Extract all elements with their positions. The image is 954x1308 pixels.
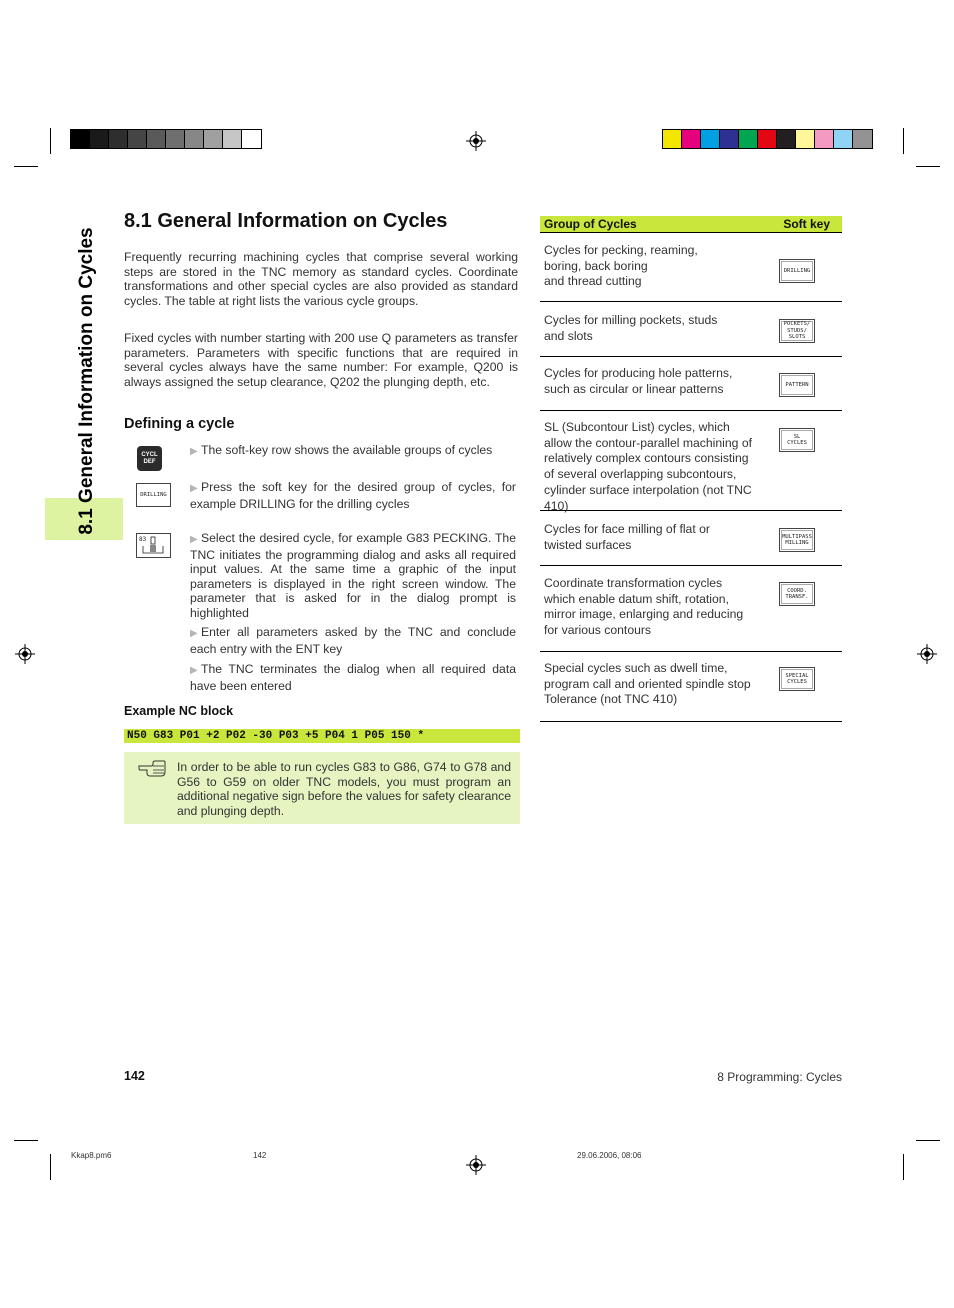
crop-mark [916, 166, 940, 167]
description-line: and slots [544, 328, 593, 343]
cycle-group-softkey [779, 667, 815, 691]
cycle-group-description [544, 366, 774, 397]
registration-target-icon [917, 644, 937, 664]
softkey-face [781, 375, 814, 395]
registration-target-icon [466, 131, 486, 151]
softkey-label-line: SL [793, 433, 801, 440]
softkey-face [781, 669, 814, 689]
print-footer-file: Kkap8.pm6 [71, 1151, 112, 1160]
softkey-label-line: COORD. [787, 587, 807, 594]
color-swatch [853, 130, 872, 148]
description-line: cylinder surface interpolation (not TNC 410) [544, 482, 752, 513]
color-swatch [204, 130, 223, 148]
group-column-header: Group of Cycles [544, 217, 637, 231]
cycle-group-description [544, 522, 774, 553]
arrow-icon: ▶ [190, 446, 198, 457]
table-row [540, 301, 842, 357]
description-line: Cycles for producing hole patterns, [544, 366, 733, 380]
cycl-def-key-icon [137, 446, 162, 471]
color-swatch [242, 130, 261, 148]
step-item [190, 443, 516, 460]
arrow-icon: ▶ [190, 665, 198, 676]
color-swatch [834, 130, 853, 148]
description-line: and thread cutting [544, 274, 642, 289]
softkey-face [781, 261, 814, 281]
step-item [190, 625, 516, 656]
cycle-group-description [544, 661, 774, 708]
drilling-softkey [136, 483, 171, 507]
color-swatch [682, 130, 701, 148]
cycle-group-softkey [779, 373, 815, 397]
cycle-group-description [544, 243, 774, 290]
crop-mark [903, 1154, 904, 1180]
color-swatch [223, 130, 242, 148]
intro-paragraph: Fixed cycles with number starting with 200 use Q parameters as transfer parameters. Parameters with specific functions that are required in several cycles always have the same number: For example, Q200 is always assigned the setup clearance, Q202 the plunging depth, etc. [124, 331, 518, 389]
description-line: mirror image, enlarging and reducing [544, 607, 744, 622]
softkey-label-line: DRILLING [783, 267, 811, 274]
side-title: 8.1 General Information on Cycles [76, 227, 97, 535]
chapter-footer: 8 Programming: Cycles [717, 1070, 842, 1084]
description-line: twisted surfaces [544, 537, 632, 552]
table-row [540, 356, 842, 411]
description-line: program call and oriented spindle stop [544, 676, 751, 691]
color-swatch [185, 130, 204, 148]
description-line: boring, back boring [544, 258, 648, 273]
def-key-label: DEF [143, 458, 156, 465]
softkey-face [781, 430, 814, 450]
color-swatch [720, 130, 739, 148]
color-swatch [71, 130, 90, 148]
description-line: Cycles for face milling of flat or [544, 522, 710, 536]
softkey-label-line: SLOTS [788, 334, 806, 341]
softkey-label: DRILLING [140, 491, 167, 498]
note-text: In order to be able to run cycles G83 to G86, G74 to G78 and G56 to G59 on older TNC models, you must program an additional negative sign before the values for safety clearance and plunging depth. [177, 760, 512, 818]
softkey-label [782, 534, 812, 547]
color-swatch [777, 130, 796, 148]
color-swatch [109, 130, 128, 148]
page-title: 8.1 General Information on Cycles [124, 210, 448, 232]
softkey-label-line: SPECIAL [785, 672, 809, 679]
softkey-label-line: MULTIPASS [782, 533, 812, 540]
arrow-icon: ▶ [190, 483, 198, 494]
table-row [540, 510, 842, 566]
description-line: Coordinate transformation cycles [544, 576, 723, 590]
cycle-group-softkey [779, 319, 815, 343]
color-swatch [147, 130, 166, 148]
example-label: Example NC block [124, 704, 234, 718]
softkey-label [784, 321, 811, 341]
description-line: for various contours [544, 623, 652, 638]
softkey-label-line: TRANSF. [785, 594, 809, 600]
description-line: which enable datum shift, rotation, [544, 591, 729, 606]
color-swatch [90, 130, 109, 148]
step-text: The soft-key row shows the available groups of cycles [201, 443, 493, 457]
description-line: relatively complex contours consisting [544, 451, 749, 466]
print-footer-date: 29.06.2006, 08:06 [577, 1151, 642, 1160]
pecking-cycle-icon [137, 534, 170, 557]
softkey-label [785, 382, 808, 389]
arrow-icon: ▶ [190, 534, 198, 545]
softkey-face [781, 530, 814, 550]
intro-paragraph: Frequently recurring machining cycles that comprise several working steps are stored in the TNC memory as standard cycles. Coordinate transformations and other special cycles are also provided as standard cycles. The table at right lists the various cycle groups. [124, 250, 518, 308]
description-line: allow the contour-parallel machining of [544, 435, 752, 450]
table-row [540, 565, 842, 652]
crop-mark [14, 1140, 38, 1141]
nc-code-block: N50 G83 P01 +2 P02 -30 P03 +5 P04 1 P05 150 * [124, 729, 520, 743]
color-swatch [758, 130, 777, 148]
color-swatch [739, 130, 758, 148]
page-number: 142 [124, 1069, 145, 1083]
crop-mark [50, 1154, 51, 1180]
print-footer-page: 142 [253, 1151, 267, 1160]
step-text: Select the desired cycle, for example G83 PECKING. The TNC initiates the programming dialog and asks all required input values. At the same time a graphic of the input parameters is displayed in the right screen window. The parameter that is asked for in the dialog prompt is highlighted [190, 531, 516, 620]
registration-target-icon [15, 644, 35, 664]
crop-mark [50, 128, 51, 154]
description-line: such as circular or linear patterns [544, 381, 724, 396]
step-item [190, 531, 516, 621]
crop-mark [903, 128, 904, 154]
description-line: SL (Subcontour List) cycles, which [544, 420, 730, 434]
softkey-face [781, 584, 814, 604]
description-line: Tolerance (not TNC 410) [544, 692, 678, 707]
softkey-label-line: PATTERN [785, 381, 809, 388]
softkey-label [784, 268, 811, 275]
cycle-group-description [544, 420, 774, 514]
description-line: Special cycles such as dwell time, [544, 661, 728, 675]
step-text: Enter all parameters asked by the TNC and conclude each entry with the ENT key [190, 625, 516, 656]
softkey-label-line: CYCLES [787, 440, 807, 446]
softkey-label [785, 673, 808, 686]
cycle-group-description [544, 576, 774, 639]
crop-mark [916, 1140, 940, 1141]
step-item [190, 662, 516, 693]
step-text: The TNC terminates the dialog when all required data have been entered [190, 662, 516, 693]
registration-target-icon [466, 1155, 486, 1175]
note-box [124, 752, 520, 824]
cycle-group-softkey [779, 582, 815, 606]
softkey-label-line: CYCLES [787, 679, 807, 685]
description-line: Cycles for pecking, reaming, [544, 243, 698, 257]
color-calibration-bar [662, 129, 873, 149]
cycl-key-label: CYCL [141, 451, 158, 458]
description-line: of several overlapping subcontours, [544, 467, 737, 482]
softkey-label-line: MILLING [785, 540, 809, 546]
color-swatch [701, 130, 720, 148]
description-line: Cycles for milling pockets, studs [544, 313, 718, 327]
cycle-83-softkey [136, 533, 171, 558]
section-heading: Defining a cycle [124, 416, 235, 432]
color-swatch [166, 130, 185, 148]
pointing-hand-icon [138, 760, 166, 778]
step-item [190, 480, 516, 511]
table-row [540, 651, 842, 722]
arrow-icon: ▶ [190, 628, 198, 639]
crop-mark [14, 166, 38, 167]
cycle-group-softkey [779, 259, 815, 283]
table-row [540, 410, 842, 511]
grayscale-calibration-bar [70, 129, 262, 149]
cycle-group-softkey [779, 428, 815, 452]
softkey-label [785, 588, 808, 601]
cycle-group-softkey [779, 528, 815, 552]
color-swatch [815, 130, 834, 148]
softkey-label-line: POCKETS/ [783, 321, 811, 328]
softkey-label [787, 434, 807, 447]
color-swatch [128, 130, 147, 148]
color-swatch [796, 130, 815, 148]
color-swatch [663, 130, 682, 148]
cycle-group-description [544, 313, 774, 344]
cycles-table-header [540, 216, 842, 233]
softkey-label-line: STUDS/ [787, 327, 807, 334]
cycle-number-label: 83 [139, 536, 147, 543]
table-row [540, 233, 842, 302]
softkey-face [781, 321, 814, 341]
step-text: Press the soft key for the desired group of cycles, for example DRILLING for the drilling cycles [190, 480, 516, 511]
softkey-column-header: Soft key [783, 217, 830, 231]
